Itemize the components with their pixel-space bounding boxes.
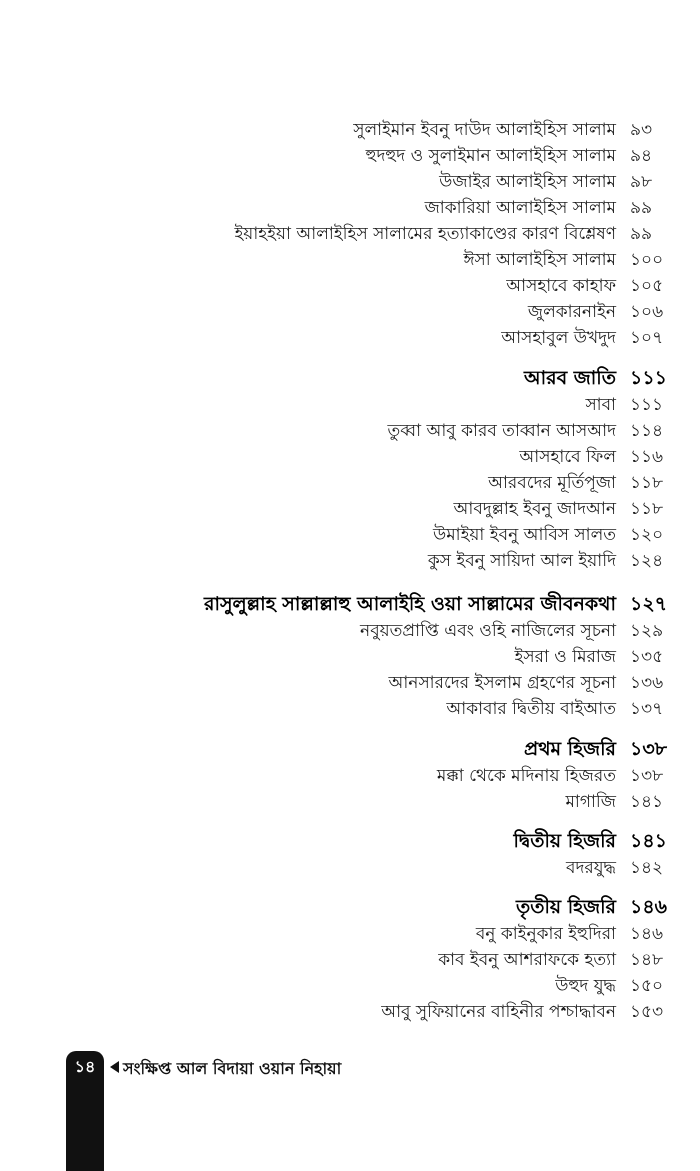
- toc-entry-page: ১১৪: [630, 421, 664, 441]
- toc-entry-page: ১০৫: [630, 276, 664, 296]
- toc-entry-page: ১০৬: [630, 302, 664, 322]
- toc-entry-page: ১৩৮: [630, 766, 664, 786]
- toc-entry-page: ১০৭: [630, 328, 664, 348]
- toc-entry-title: তৃতীয় হিজরি: [515, 896, 616, 918]
- toc-entry-page: ১৪১: [630, 830, 667, 852]
- toc-entry: [0, 764, 700, 790]
- toc-section-heading: [0, 367, 700, 393]
- toc-entry-title: দ্বিতীয় হিজরি: [513, 830, 616, 852]
- toc-entry-page: ৯৩: [630, 120, 653, 140]
- toc-entry: [0, 445, 700, 471]
- toc-entry-title: সাবা: [585, 395, 616, 415]
- toc-entry-title: নবুয়তপ্রাপ্তি এবং ওহি নাজিলের সূচনা: [360, 621, 616, 641]
- toc-entry-page: ১৪৬: [630, 924, 664, 944]
- toc-entry-title: কুস ইবনু সায়িদা আল ইয়াদি: [427, 551, 616, 571]
- toc-entry: [0, 497, 700, 523]
- toc-entry-title: মাগাজি: [565, 792, 616, 812]
- toc-entry: [0, 619, 700, 645]
- toc-entry: [0, 645, 700, 671]
- toc-entry-title: ইসরা ও মিরাজ: [514, 647, 616, 667]
- toc-entry: [0, 922, 700, 948]
- toc-section-heading: [0, 738, 700, 764]
- toc-entry: [0, 300, 700, 326]
- toc-entry-title: জুলকারনাইন: [527, 302, 616, 322]
- toc-entry-page: ১৩৫: [630, 647, 664, 667]
- toc-entry-page: ১১৮: [630, 499, 664, 519]
- toc-section-heading: [0, 896, 700, 922]
- toc-entry: [0, 1000, 700, 1026]
- toc-entry-page: ১১৮: [630, 473, 664, 493]
- toc-entry-title: বদরযুদ্ধ: [565, 858, 616, 878]
- toc-entry-page: ৯৯: [630, 198, 653, 218]
- toc-entry-title: আবদুল্লাহ ইবনু জাদআন: [453, 499, 616, 519]
- toc-entry-page: ১২৭: [630, 593, 668, 615]
- toc-entry: [0, 144, 700, 170]
- toc-entry-page: ১৫৩: [630, 1002, 664, 1022]
- toc-entry: [0, 393, 700, 419]
- toc-entry-page: ১৩৬: [630, 673, 664, 693]
- toc-entry-page: ১৪১: [630, 792, 664, 812]
- toc-entry-page: ১৪২: [630, 858, 664, 878]
- toc-entry-title: কাব ইবনু আশরাফকে হত্যা: [438, 950, 616, 970]
- toc-entry-title: তুব্বা আবু কারব তাব্বান আসআদ: [387, 421, 616, 441]
- toc-section-heading: [0, 593, 700, 619]
- toc-entry-page: ১২৯: [630, 621, 664, 641]
- toc-entry-page: ৯৪: [630, 146, 653, 166]
- toc-entry-page: ১৫০: [630, 976, 664, 996]
- toc-entry-title: আবু সুফিয়ানের বাহিনীর পশ্চাদ্ধাবন: [381, 1002, 616, 1022]
- toc-entry-title: সুলাইমান ইবনু দাউদ আলাইহিস সালাম: [353, 120, 616, 140]
- toc-entry-title: উমাইয়া ইবনু আবিস সালত: [432, 525, 616, 545]
- toc-entry-title: উজাইর আলাইহিস সালাম: [439, 172, 616, 192]
- toc-entry-page: ৯৯: [630, 224, 653, 244]
- toc-entry: [0, 222, 700, 248]
- toc-entry-title: আসহাবে কাহাফ: [506, 276, 616, 296]
- toc-entry-title: প্রথম হিজরি: [524, 738, 616, 760]
- toc-entry: [0, 196, 700, 222]
- toc-entry: [0, 523, 700, 549]
- toc-entry-page: ১২০: [630, 525, 664, 545]
- toc-entry: [0, 118, 700, 144]
- toc-entry: [0, 671, 700, 697]
- toc-entry: [0, 856, 700, 882]
- toc-entry: [0, 471, 700, 497]
- toc-entry-page: ১৪৬: [630, 896, 668, 918]
- toc-entry-title: বনু কাইনুকার ইহুদিরা: [475, 924, 616, 944]
- toc-entry: [0, 790, 700, 816]
- toc-entry: [0, 419, 700, 445]
- toc-entry-title: ইয়াহইয়া আলাইহিস সালামের হত্যাকাণ্ডের কারণ বিশ্লেষণ: [234, 224, 616, 244]
- toc-entry-title: জাকারিয়া আলাইহিস সালাম: [424, 198, 616, 218]
- left-arrow-icon: [110, 1061, 119, 1073]
- toc-entry-page: ১৪৮: [630, 950, 664, 970]
- toc-entry-page: ১১১: [630, 395, 664, 415]
- book-title: সংক্ষিপ্ত আল বিদায়া ওয়ান নিহায়া: [123, 1059, 342, 1078]
- toc-entry-title: উহুদ যুদ্ধ: [555, 976, 616, 996]
- toc-entry: [0, 697, 700, 723]
- toc-entry-page: ১০০: [630, 250, 664, 270]
- toc-entry-page: ১৩৭: [630, 699, 664, 719]
- toc-entry: [0, 549, 700, 575]
- toc-entry-page: ১২৪: [630, 551, 664, 571]
- toc-entry-title: আরবদের মূর্তিপূজা: [488, 473, 616, 493]
- toc-entry: [0, 948, 700, 974]
- toc-entry-title: আরব জাতি: [523, 367, 616, 389]
- toc-entry: [0, 274, 700, 300]
- toc-entry-title: আসহাবুল উখদুদ: [501, 328, 616, 348]
- toc-entry-page: ১১১: [630, 367, 667, 389]
- toc-entry-page: ১১৬: [630, 447, 664, 467]
- toc-entry: [0, 974, 700, 1000]
- page-number: ১৪: [74, 1057, 96, 1076]
- toc-entry-title: মক্কা থেকে মদিনায় হিজরত: [436, 766, 616, 786]
- toc-entry-page: ১৩৮: [630, 738, 668, 760]
- toc-entry-title: আসহাবে ফিল: [519, 447, 616, 467]
- toc-entry-page: ৯৮: [630, 172, 653, 192]
- toc-entry: [0, 248, 700, 274]
- toc-entry-title: আকাবার দ্বিতীয় বাইআত: [446, 699, 616, 719]
- toc-entry-title: আনসারদের ইসলাম গ্রহণের সূচনা: [388, 673, 616, 693]
- toc-section-heading: [0, 830, 700, 856]
- toc-entry-title: হুদহুদ ও সুলাইমান আলাইহিস সালাম: [365, 146, 616, 166]
- toc-entry: [0, 170, 700, 196]
- toc-entry-title: ঈসা আলাইহিস সালাম: [463, 250, 616, 270]
- toc-entry: [0, 326, 700, 352]
- toc-entry-title: রাসুলুল্লাহ সাল্লাল্লাহু আলাইহি ওয়া সাল্লামের জীবনকথা: [204, 593, 616, 615]
